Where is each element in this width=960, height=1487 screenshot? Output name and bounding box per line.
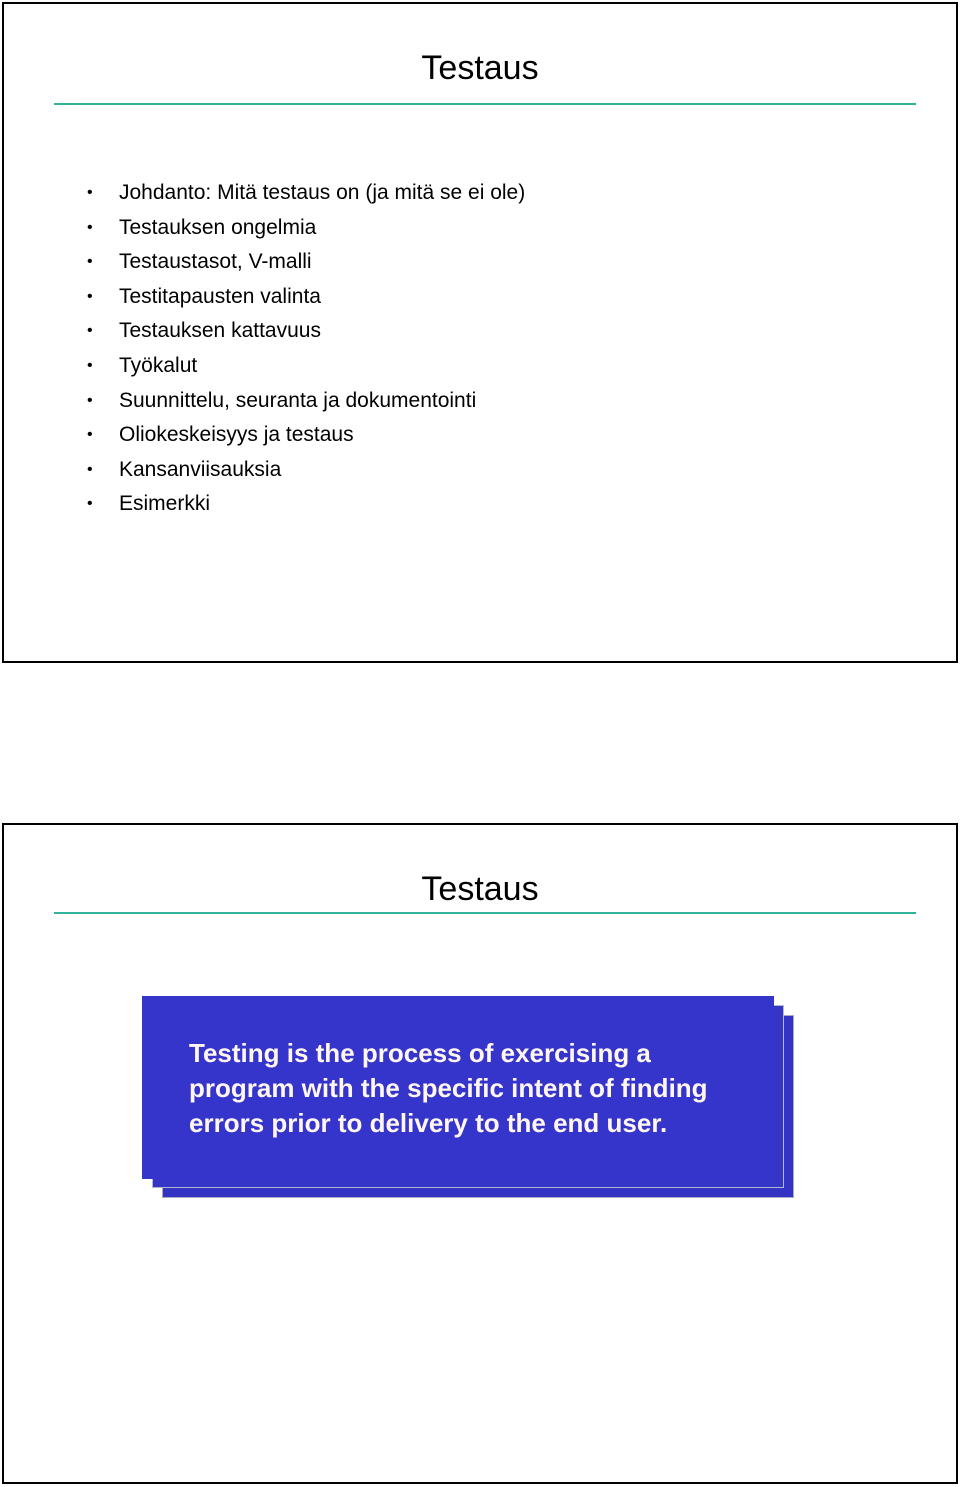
list-item [84, 384, 525, 419]
list-item [84, 349, 525, 384]
definition-callout [142, 996, 772, 1176]
callout-line: program with the specific intent of finding [189, 1073, 708, 1103]
callout-line: Testing is the process of exercising a [189, 1038, 651, 1068]
list-item [84, 487, 525, 522]
list-item-text: Esimerkki [119, 492, 211, 516]
slide-1 [2, 2, 958, 663]
callout-line: errors prior to delivery to the end user. [189, 1108, 668, 1138]
callout-text [189, 1036, 789, 1141]
list-item-text: Johdanto: Mitä testaus on (ja mitä se ei ole) [119, 181, 526, 204]
bullet-icon: • [87, 184, 93, 201]
list-item-text: Oliokeskeisyys ja testaus [119, 423, 354, 447]
list-item-text: Työkalut [119, 353, 198, 377]
bullet-icon: • [87, 391, 93, 409]
bullet-icon: • [87, 495, 93, 513]
bullet-list [84, 176, 525, 522]
list-item-text: Testitapausten valinta [119, 284, 321, 308]
bullet-icon: • [87, 426, 93, 444]
list-item [84, 280, 525, 315]
slide-title: Testaus [421, 870, 539, 908]
bullet-icon: • [87, 356, 93, 374]
title-divider [54, 103, 916, 105]
title-divider [54, 912, 916, 914]
list-item-text: Kansanviisauksia [119, 457, 282, 481]
list-item-text: Suunnittelu, seuranta ja dokumentointi [119, 388, 477, 412]
bullet-icon: • [87, 322, 93, 340]
list-item [84, 176, 525, 211]
slide-title: Testaus [421, 49, 539, 87]
list-item [84, 245, 525, 280]
bullet-icon: • [87, 460, 93, 478]
list-item [84, 418, 525, 453]
list-item [84, 453, 525, 488]
list-item [84, 314, 525, 349]
slide-2 [2, 823, 958, 1484]
list-item [84, 211, 525, 246]
bullet-icon: • [87, 218, 93, 236]
list-item-text: Testauksen kattavuus [119, 319, 321, 343]
bullet-icon: • [87, 253, 93, 271]
bullet-icon: • [87, 287, 93, 305]
list-item-text: Testauksen ongelmia [119, 215, 317, 239]
list-item-text: Testaustasot, V-malli [119, 250, 312, 274]
